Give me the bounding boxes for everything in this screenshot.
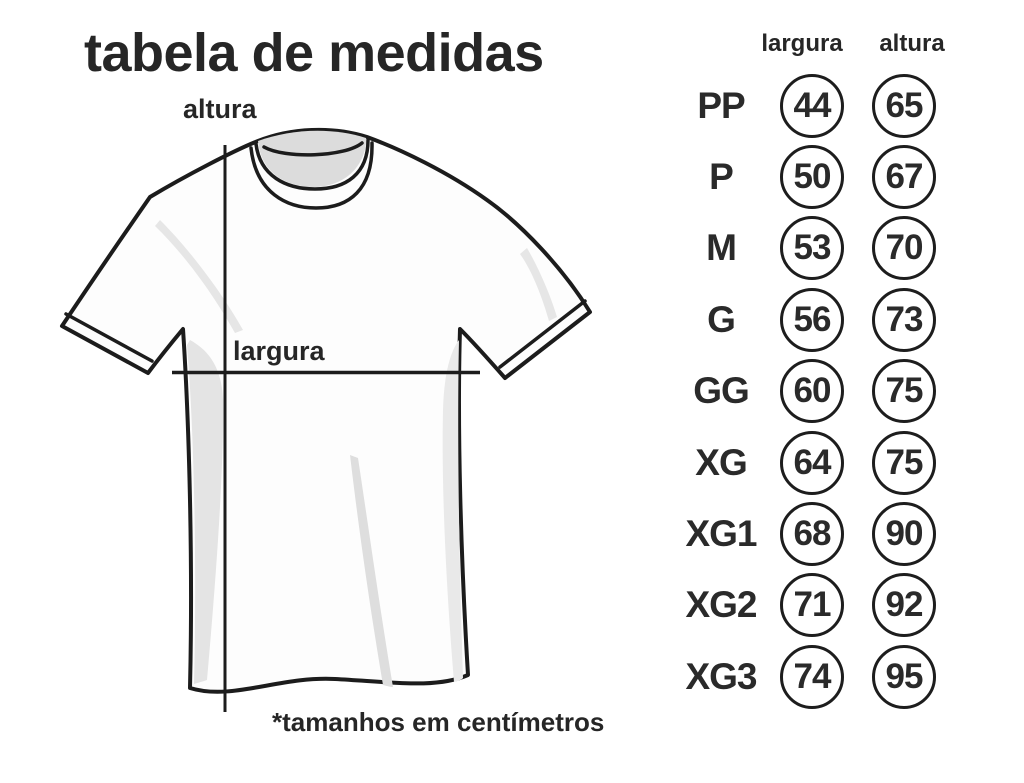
altura-label: altura [183, 94, 257, 124]
largura-value: 74 [793, 656, 831, 696]
largura-value-circle [780, 288, 844, 352]
table-row-pp [676, 70, 950, 141]
altura-value-circle [872, 359, 936, 423]
page-title: tabela de medidas [84, 23, 544, 83]
table-row-xg3 [676, 641, 950, 712]
largura-value: 50 [793, 157, 831, 197]
size-label: XG2 [685, 584, 757, 626]
size-label: XG [695, 441, 747, 483]
altura-value-circle [872, 145, 936, 209]
altura-value-circle [872, 216, 936, 280]
table-row-p [676, 141, 950, 212]
largura-value: 64 [793, 442, 831, 482]
header-altura: altura [879, 30, 945, 57]
altura-value: 67 [885, 157, 923, 197]
altura-value-circle [872, 74, 936, 138]
table-row-g [676, 284, 950, 355]
largura-value-circle [780, 216, 844, 280]
table-row-xg [676, 427, 950, 498]
largura-value: 68 [793, 514, 831, 554]
size-label: XG1 [685, 513, 757, 555]
size-table [676, 18, 950, 713]
largura-value-circle [780, 359, 844, 423]
largura-value: 56 [793, 299, 831, 339]
table-row-gg [676, 356, 950, 427]
largura-value-circle [780, 431, 844, 495]
table-row-xg1 [676, 498, 950, 569]
largura-value: 53 [793, 228, 831, 268]
altura-value-circle [872, 645, 936, 709]
altura-value: 90 [885, 514, 923, 554]
size-label: GG [693, 370, 749, 412]
largura-value-circle [780, 502, 844, 566]
altura-value: 73 [885, 299, 923, 339]
tshirt-illustration [30, 120, 630, 725]
header-largura: largura [761, 30, 843, 57]
table-header-row [676, 18, 950, 70]
tshirt-body [62, 130, 590, 692]
largura-value-circle [780, 645, 844, 709]
size-label: PP [697, 84, 745, 126]
altura-value: 75 [885, 442, 923, 482]
largura-value: 71 [793, 585, 831, 625]
largura-value: 60 [793, 371, 831, 411]
size-label: G [707, 298, 735, 340]
altura-value-circle [872, 431, 936, 495]
size-label: M [706, 227, 736, 269]
largura-label: largura [233, 336, 325, 366]
table-row-m [676, 213, 950, 284]
size-label: P [709, 156, 733, 198]
size-label: XG3 [685, 655, 757, 697]
units-footnote: *tamanhos em centímetros [272, 707, 605, 737]
altura-value: 95 [885, 656, 923, 696]
largura-value: 44 [793, 85, 831, 125]
altura-value-circle [872, 573, 936, 637]
largura-value-circle [780, 145, 844, 209]
altura-value: 92 [885, 585, 923, 625]
altura-value-circle [872, 288, 936, 352]
altura-value: 70 [885, 228, 923, 268]
tshirt-diagram [30, 120, 630, 725]
altura-value-circle [872, 502, 936, 566]
altura-value: 65 [885, 85, 923, 125]
largura-value-circle [780, 74, 844, 138]
largura-value-circle [780, 573, 844, 637]
altura-value: 75 [885, 371, 923, 411]
table-row-xg2 [676, 570, 950, 641]
